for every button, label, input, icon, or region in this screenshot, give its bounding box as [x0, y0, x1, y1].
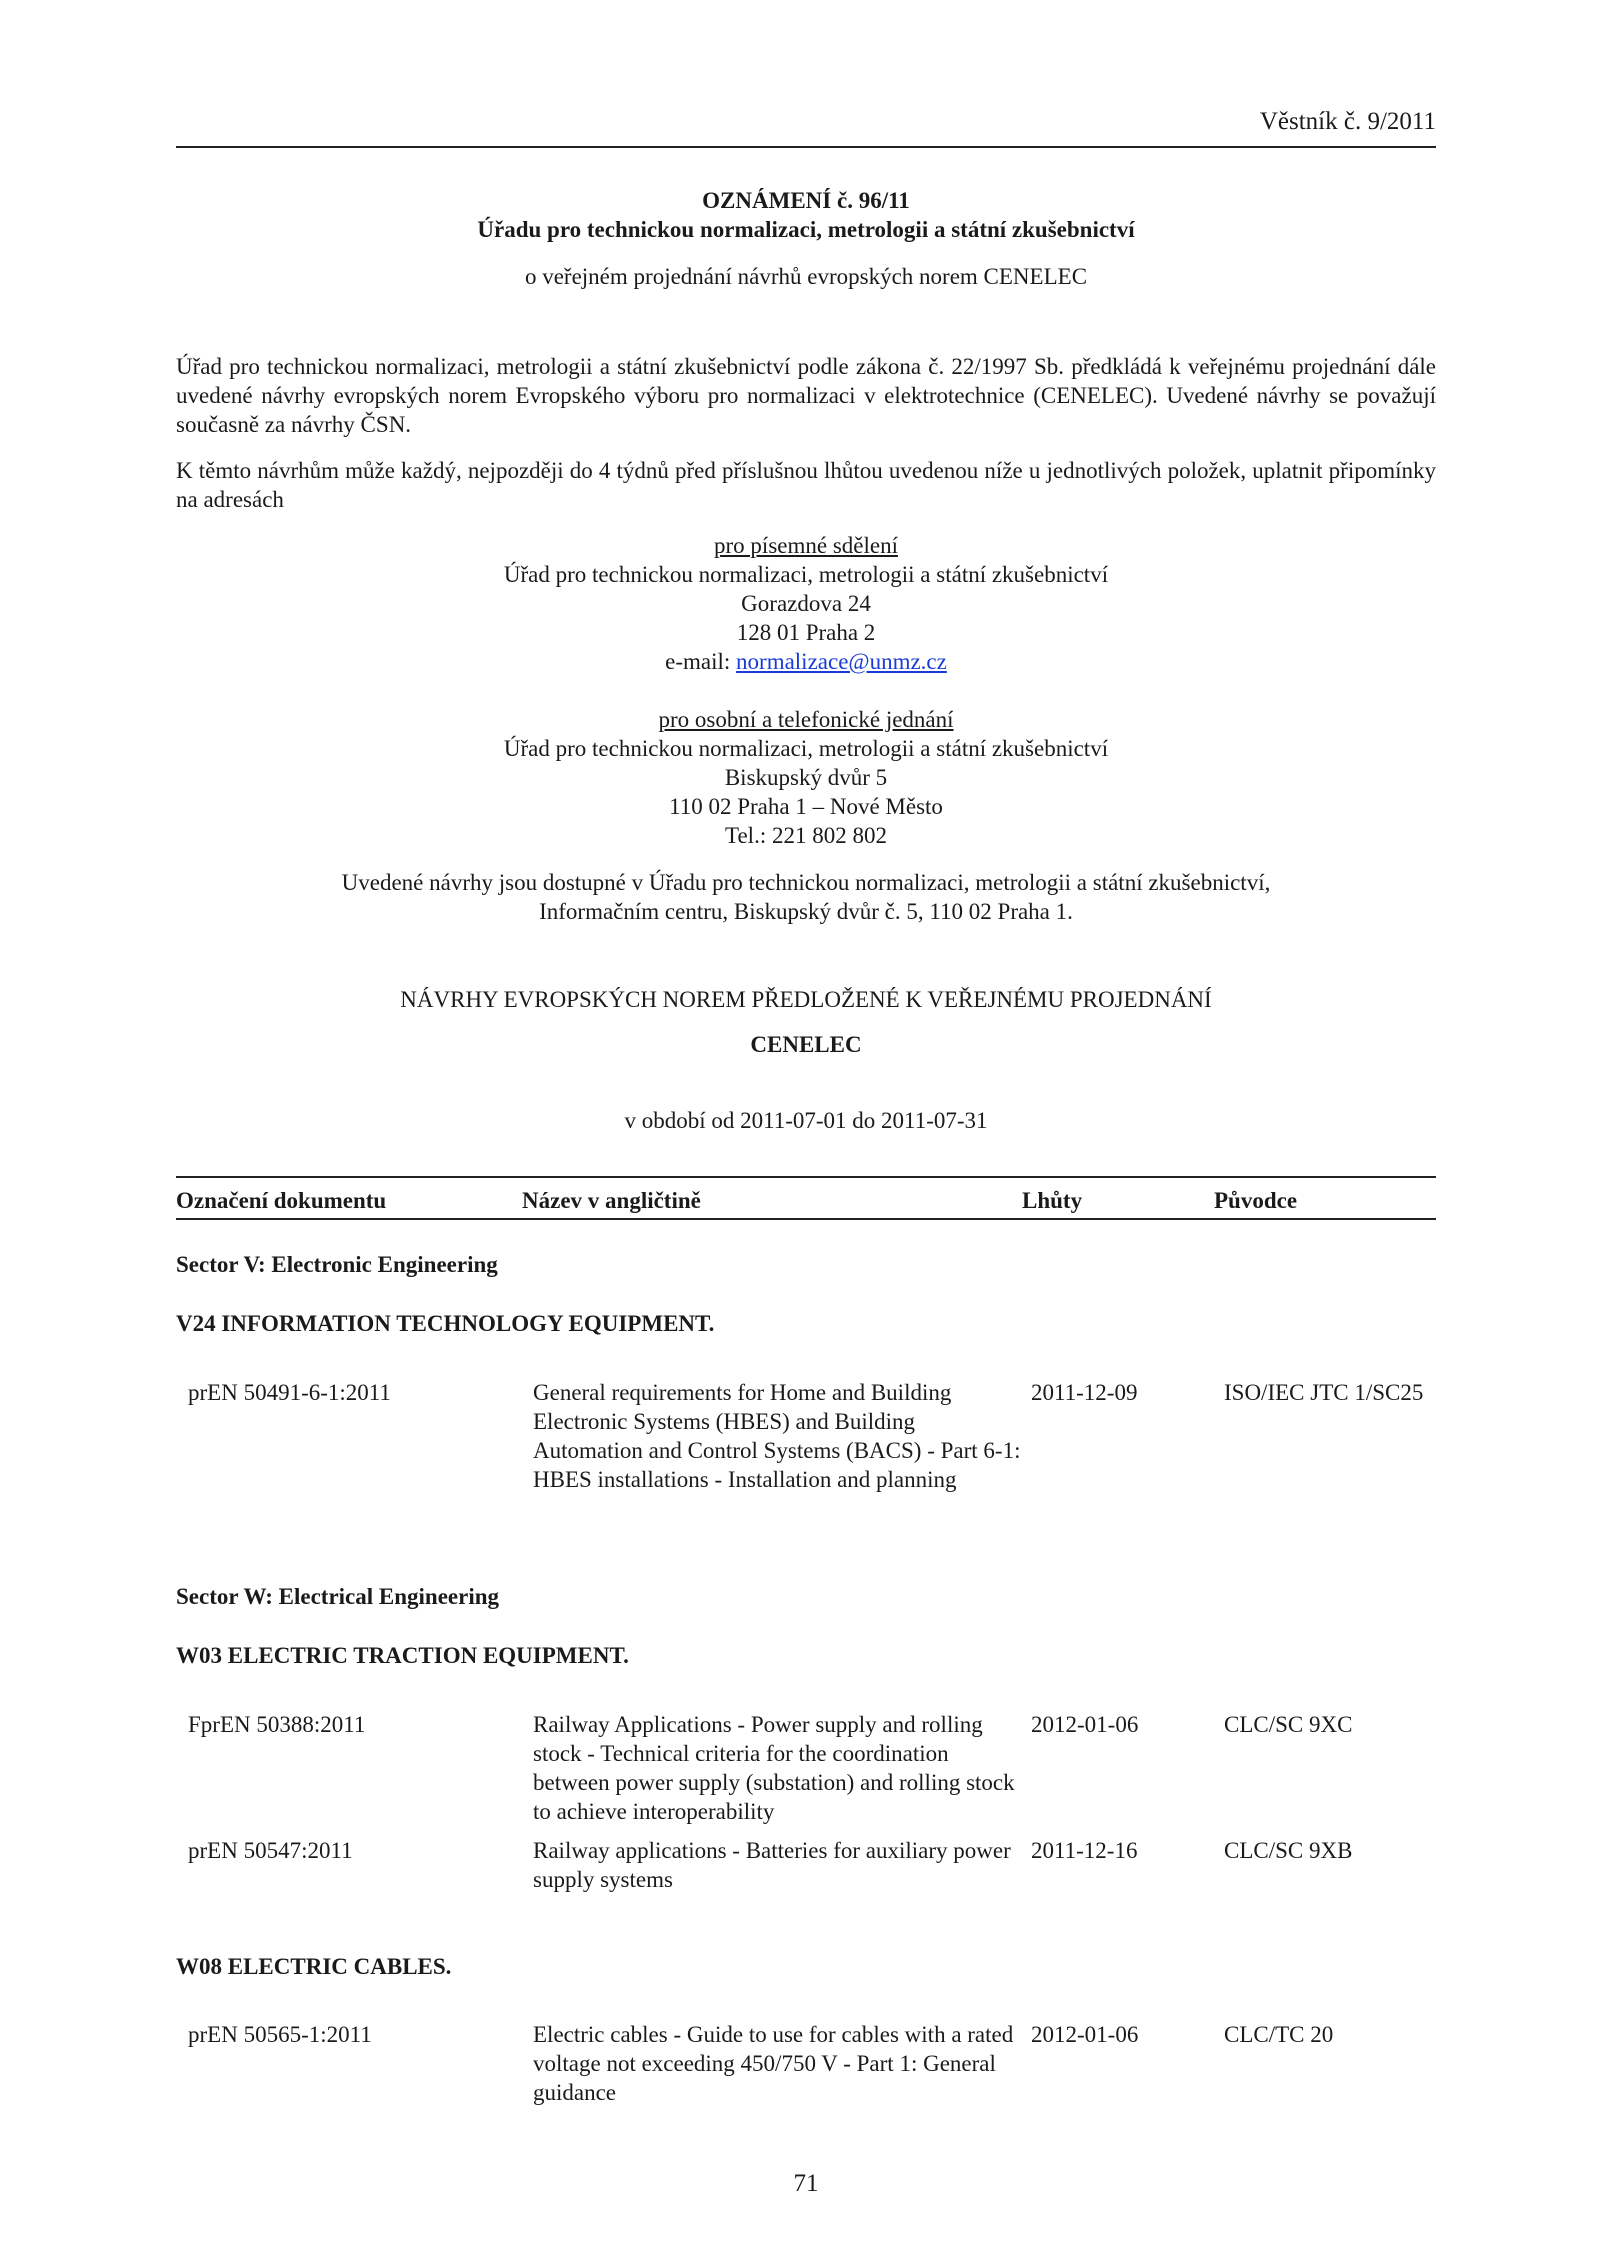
- email-link[interactable]: normalizace@unmz.cz: [736, 649, 947, 674]
- group-w08-heading: W08 ELECTRIC CABLES.: [176, 1954, 452, 1979]
- list-heading-title: NÁVRHY EVROPSKÝCH NOREM PŘEDLOŽENÉ K VEŘEJNÉMU PROJEDNÁNÍ: [400, 987, 1212, 1012]
- notice-subject: o veřejném projednání návrhů evropských norem CENELEC: [524, 264, 1088, 289]
- notice-title: OZNÁMENÍ č. 96/11: [702, 188, 910, 213]
- journal-header: Věstník č. 9/2011: [1259, 108, 1436, 135]
- document-title: Railway Applications - Power supply and rolling stock - Technical criteria for the coordination between power supply (substation) and rolling stock to achieve interoperability: [533, 1712, 1015, 1824]
- list-heading-period: v období od 2011-07-01 do 2011-07-31: [624, 1108, 988, 1133]
- document-deadline: 2012-01-06: [1031, 2022, 1139, 2047]
- document-id: FprEN 50388:2011: [188, 1712, 366, 1737]
- sector-w-heading: Sector W: Electrical Engineering: [176, 1584, 500, 1609]
- personal-contact-street: Biskupský dvůr 5: [724, 765, 888, 790]
- document-title: General requirements for Home and Building Electronic Systems (HBES) and Building Automation and Control Systems (BACS) - Part 6-1: HBES installations - Installation and planning: [533, 1380, 1021, 1492]
- written-contact-city: 128 01 Praha 2: [736, 620, 876, 645]
- personal-contact-phone: Tel.: 221 802 802: [725, 823, 887, 848]
- col-header-title: Název v angličtině: [522, 1188, 701, 1213]
- table-top-rule: [176, 1176, 1436, 1178]
- document-origin: CLC/SC 9XB: [1224, 1838, 1353, 1863]
- group-w03-heading: W03 ELECTRIC TRACTION EQUIPMENT.: [176, 1643, 629, 1668]
- document-deadline: 2012-01-06: [1031, 1712, 1139, 1737]
- group-v24-heading: V24 INFORMATION TECHNOLOGY EQUIPMENT.: [176, 1311, 715, 1336]
- written-contact-email-line: [176, 647, 1436, 676]
- personal-contact-heading: pro osobní a telefonické jednání: [658, 707, 954, 732]
- written-contact-street: Gorazdova 24: [741, 591, 871, 616]
- col-header-deadline: Lhůty: [1022, 1188, 1083, 1213]
- written-contact-heading: pro písemné sdělení: [714, 533, 898, 558]
- intro-paragraph-1: Úřad pro technickou normalizaci, metrologii a státní zkušebnictví podle zákona č. 22/1997 Sb. předkládá k veřejnému projednání dále uvedené návrhy evropských norem Evropského výboru pro normalizaci v elektrotechnice (CENELEC). Uvedené návrhy se považují současně za návrhy ČSN.: [176, 354, 1436, 437]
- col-header-origin: Původce: [1214, 1188, 1298, 1213]
- document-origin: CLC/TC 20: [1224, 2022, 1334, 2047]
- list-heading-org: CENELEC: [750, 1032, 862, 1057]
- document-id: prEN 50565-1:2011: [188, 2022, 372, 2047]
- table-header-rule: [176, 1218, 1436, 1220]
- document-origin: CLC/SC 9XC: [1224, 1712, 1353, 1737]
- document-deadline: 2011-12-09: [1031, 1380, 1138, 1405]
- sector-v-heading: Sector V: Electronic Engineering: [176, 1252, 498, 1277]
- page-number: 71: [793, 2170, 819, 2197]
- document-id: prEN 50547:2011: [188, 1838, 353, 1863]
- availability-line-2: Informačním centru, Biskupský dvůr č. 5, 110 02 Praha 1.: [539, 899, 1073, 924]
- document-title: Electric cables - Guide to use for cables with a rated voltage not exceeding 450/750 V - Part 1: General guidance: [533, 2022, 1014, 2105]
- document-origin: ISO/IEC JTC 1/SC25: [1224, 1380, 1424, 1405]
- col-header-document: Označení dokumentu: [176, 1188, 387, 1213]
- availability-line-1: Uvedené návrhy jsou dostupné v Úřadu pro technickou normalizaci, metrologii a státní zkušebnictví,: [341, 870, 1271, 895]
- written-contact-office: Úřad pro technickou normalizaci, metrologii a státní zkušebnictví: [503, 562, 1109, 587]
- intro-paragraph-2: K těmto návrhům může každý, nejpozději do 4 týdnů před příslušnou lhůtou uvedenou níže u jednotlivých položek, uplatnit připomínky na adresách: [176, 458, 1436, 512]
- document-id: prEN 50491-6-1:2011: [188, 1380, 391, 1405]
- personal-contact-office: Úřad pro technickou normalizaci, metrologii a státní zkušebnictví: [503, 736, 1109, 761]
- office-title: Úřadu pro technickou normalizaci, metrologii a státní zkušebnictví: [477, 217, 1135, 242]
- email-label: e-mail:: [665, 649, 737, 674]
- document-title: Railway applications - Batteries for auxiliary power supply systems: [533, 1838, 1011, 1892]
- document-page: [176, 0, 1436, 2263]
- personal-contact-city: 110 02 Praha 1 – Nové Město: [669, 794, 943, 819]
- header-rule: [176, 146, 1436, 148]
- document-deadline: 2011-12-16: [1031, 1838, 1138, 1863]
